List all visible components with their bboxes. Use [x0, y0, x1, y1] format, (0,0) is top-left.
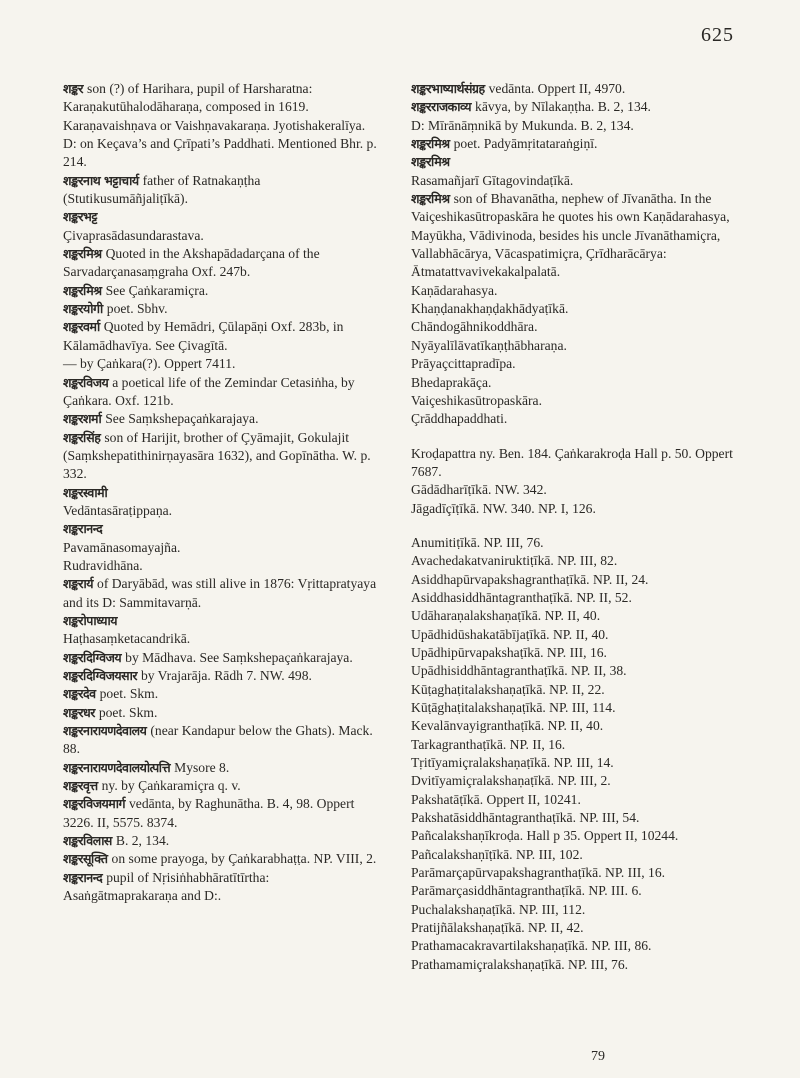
entry-text: Haṭhasaṃketacandrikā.: [63, 631, 191, 647]
entry-text: Pratijñālakshaṇaṭīkā. NP. II, 42.: [411, 920, 584, 936]
entry-headword: शङ्करराजकाव्य: [411, 99, 472, 115]
entry-headword: शङ्करनारायणदेवालय: [63, 723, 147, 739]
dictionary-entry: [411, 736, 751, 754]
dictionary-entry: [411, 98, 751, 116]
entry-text: poet. Padyāmṛitataraṅgiṇī.: [453, 136, 598, 152]
dictionary-entry: [411, 937, 751, 955]
dictionary-entry: [63, 80, 383, 135]
entry-text: Dvitīyamiçralakshaṇaṭīkā. NP. III, 2.: [411, 773, 611, 789]
entry-text: Ātmatattvavivekakalpalatā.: [411, 264, 561, 280]
dictionary-entry: [63, 722, 383, 759]
entry-text: D: Mīrānāṃnikā by Mukunda. B. 2, 134.: [411, 117, 634, 133]
entry-text: Bhedaprakāça.: [411, 374, 492, 390]
entry-text: father of Ratnakaṇṭha (Stutikusumāñjaliṭīkā).: [63, 172, 261, 207]
entry-text: Gādādharīṭīkā. NW. 342.: [411, 482, 547, 498]
dictionary-entry: [63, 227, 383, 245]
entry-text: Çivaprasādasundarastava.: [63, 227, 204, 243]
entry-text: Chāndogāhnikoddhāra.: [411, 319, 538, 335]
dictionary-entry: [411, 956, 751, 974]
entry-headword: शङ्करयोगी: [63, 301, 103, 317]
dictionary-entry: [411, 571, 751, 589]
dictionary-entry: [63, 245, 383, 282]
entry-text: Prathamacakravartilakshaṇaṭīkā. NP. III, 86.: [411, 938, 652, 954]
dictionary-entry: [411, 827, 751, 845]
dictionary-entry: [411, 300, 751, 318]
dictionary-entry: [411, 919, 751, 937]
dictionary-entry: [411, 337, 751, 355]
entry-text: See Çaṅkaramiçra.: [105, 282, 209, 298]
entry-headword: शङ्करमिश्र: [63, 246, 102, 262]
entry-headword: शङ्कर: [63, 81, 84, 96]
dictionary-entry: [63, 649, 383, 667]
entry-headword: शङ्करभट्ट: [63, 209, 97, 225]
dictionary-entry: [63, 410, 383, 428]
dictionary-entry: [411, 117, 751, 135]
entry-text: ny. by Çaṅkaramiçra q. v.: [101, 778, 241, 794]
entry-text: vedānta, by Raghunātha. B. 4, 98. Oppert 3226. II, 5575. 8374.: [63, 796, 355, 830]
entry-text: Asiddhapūrvapakshagranthaṭīkā. NP. II, 24.: [411, 571, 649, 587]
dictionary-entry: [411, 374, 751, 392]
dictionary-entry: [411, 153, 751, 171]
dictionary-entry: [63, 300, 383, 318]
entry-text: Kevalānvayigranthaṭīkā. NP. II, 40.: [411, 718, 604, 734]
entry-text: poet. Sbhv.: [106, 301, 168, 317]
entry-text: on some prayoga, by Çaṅkarabhaṭṭa. NP. VIII, 2.: [111, 851, 377, 867]
dictionary-entry: [63, 484, 383, 502]
entry-text: poet. Skm.: [99, 686, 159, 702]
dictionary-entry: [411, 392, 751, 410]
entry-headword: शङ्करवृत्त: [63, 778, 98, 794]
dictionary-entry: [63, 667, 383, 685]
dictionary-entry: [411, 809, 751, 827]
entry-text: son of Harijit, brother of Çyāmajit, Gokulajit (Saṃkshepatithinirṇayasāra 1632), and Gopīnātha. W. p. 332.: [63, 429, 371, 482]
dictionary-entry: [411, 626, 751, 644]
dictionary-entry: [411, 190, 751, 263]
entry-text: poet. Skm.: [98, 704, 158, 720]
dictionary-entry: [63, 208, 383, 226]
entry-headword: शङ्करभाष्यार्थसंग्रह: [411, 81, 485, 96]
entry-text: Parāmarçapūrvapakshagranthaṭīkā. NP. III, 16.: [411, 865, 666, 881]
dictionary-entry: [411, 355, 751, 373]
dictionary-entry: [63, 502, 383, 520]
entry-headword: शङ्करशर्मा: [63, 411, 102, 427]
dictionary-entry: [411, 80, 751, 98]
dictionary-entry: [63, 777, 383, 795]
entry-text: Vaiçeshikasūtropaskāra.: [411, 392, 542, 408]
entry-headword: शङ्करार्य: [63, 576, 94, 592]
entry-text: by Mādhava. See Saṃkshepaçaṅkarajaya.: [125, 649, 353, 665]
dictionary-entry: [411, 589, 751, 607]
entry-headword: शङ्करस्वामी: [63, 484, 108, 500]
dictionary-entry: [63, 795, 383, 832]
dictionary-entry: [63, 355, 383, 373]
entry-headword: शङ्करोपाध्याय: [63, 612, 118, 628]
entry-headword: शङ्करमिश्र: [63, 282, 102, 298]
dictionary-entry: [411, 410, 751, 428]
entry-text: Tarkagranthaṭīkā. NP. II, 16.: [411, 736, 566, 752]
entry-headword: शङ्करदिग्विजयसार: [63, 668, 137, 683]
dictionary-entry: [411, 263, 751, 281]
dictionary-entry: [411, 135, 751, 153]
entry-headword: शङ्करनाथ भट्टाचार्य: [63, 172, 139, 188]
entry-text: Udāharaṇalakshaṇaṭīkā. NP. II, 40.: [411, 608, 601, 624]
entry-headword: शङ्करानन्द: [63, 869, 103, 885]
dictionary-entry: [63, 630, 383, 648]
entry-text: Pañcalakshaṇīṭīkā. NP. III, 102.: [411, 846, 583, 862]
dictionary-entry: [411, 699, 751, 717]
entry-text: Kūṭaghaṭitalakshaṇaṭīkā. NP. II, 22.: [411, 681, 605, 697]
entry-text: a poetical life of the Zemindar Cetasiṅha, by Çaṅkara. Oxf. 121b.: [63, 374, 355, 408]
dictionary-entry: [63, 575, 383, 612]
entry-text: Pakshatāṭīkā. Oppert II, 10241.: [411, 791, 581, 807]
entry-text: son of Bhavanātha, nephew of Jīvanātha. In the Vaiçeshikasūtropaskāra he quotes his own Kaṇādarahasya, Mayūkha, Vādivinoda, besides his uncle Jīvanāthamiçra, Vallabhācārya, Vācaspatimiçra, Çrīdharācārya:: [411, 191, 730, 262]
dictionary-entry: [411, 644, 751, 662]
dictionary-entry: [411, 901, 751, 919]
entry-headword: शङ्करदेव: [63, 686, 96, 702]
dictionary-entry: [411, 846, 751, 864]
entry-headword: शङ्करधर: [63, 704, 95, 720]
left-column: [63, 80, 383, 905]
entry-text: Prāyaçcittapradīpa.: [411, 356, 516, 372]
entry-text: Prathamamiçralakshaṇaṭīkā. NP. III, 76.: [411, 956, 629, 972]
entry-text: Nyāyalīlāvatīkaṇṭhābharaṇa.: [411, 337, 567, 353]
entry-text: son (?) of Harihara, pupil of Harsharatna: Karaṇakutūhalodāharaṇa, composed in 1619. Karaṇavaishṇava or Vaishṇavakaraṇa. Jyotishakeralīya.: [63, 81, 366, 133]
entry-headword: शङ्करमिश्र: [411, 191, 450, 207]
dictionary-entry: [63, 704, 383, 722]
entry-text: Jāgadīçīṭīkā. NW. 340. NP. I, 126.: [411, 500, 596, 516]
entry-text: Avachedakatvaniruktiṭīkā. NP. III, 82.: [411, 553, 618, 569]
footer-number: 79: [591, 1049, 605, 1064]
entry-text: Çrāddhapaddhati.: [411, 411, 508, 427]
entry-text: kāvya, by Nīlakaṇṭha. B. 2, 134.: [475, 99, 651, 115]
dictionary-entry: [411, 282, 751, 300]
dictionary-entry: [63, 282, 383, 300]
entry-headword: शङ्करविजय: [63, 374, 109, 390]
dictionary-entry: [411, 552, 751, 570]
entry-text: Upādhisiddhāntagranthaṭīkā. NP. II, 38.: [411, 663, 627, 679]
entry-text: by Vrajarāja. Rādh 7. NW. 498.: [140, 668, 312, 683]
entry-text: Vedāntasāraṭippaṇa.: [63, 502, 173, 518]
entry-text: Pañcalakshaṇīkroḍa. Hall p 35. Oppert II, 10244.: [411, 828, 679, 844]
dictionary-entry: [63, 557, 383, 575]
entry-headword: शङ्करसिंह: [63, 429, 101, 445]
dictionary-entry: [411, 864, 751, 882]
dictionary-entry: [411, 534, 751, 552]
dictionary-entry: [411, 172, 751, 190]
entry-headword: शङ्करसूक्ति: [63, 851, 108, 867]
dictionary-entry: [63, 318, 383, 355]
entry-text: Pavamānasomayajña.: [63, 539, 181, 555]
dictionary-entry: [411, 681, 751, 699]
entry-headword: शङ्करदिग्विजय: [63, 649, 122, 665]
entry-text: of Daryābād, was still alive in 1876: Vṛittapratyaya and its D: Sammitavarṇā.: [63, 576, 377, 610]
dictionary-entry: [411, 607, 751, 625]
page-number: 625: [701, 24, 734, 46]
dictionary-entry: [411, 445, 751, 482]
dictionary-entry: [63, 520, 383, 538]
entry-headword: शङ्करविलास: [63, 833, 112, 849]
dictionary-entry: [411, 318, 751, 336]
dictionary-entry: [63, 374, 383, 411]
entry-headword: शङ्करमिश्र: [411, 154, 450, 170]
dictionary-entry: [63, 539, 383, 557]
entry-text: Kaṇādarahasya.: [411, 282, 498, 298]
entry-text: B. 2, 134.: [115, 833, 170, 849]
dictionary-entry: [411, 882, 751, 900]
entry-text: Upādhipūrvapakshaṭīkā. NP. III, 16.: [411, 644, 607, 660]
entry-text: Parāmarçasiddhāntagranthaṭīkā. NP. III. 6.: [411, 883, 642, 899]
entry-text: See Saṃkshepaçaṅkarajaya.: [105, 411, 259, 427]
entry-text: Kroḍapattra ny. Ben. 184. Çaṅkarakroḍa Hall p. 50. Oppert 7687.: [411, 445, 733, 479]
dictionary-entry: [63, 612, 383, 630]
entry-text: vedānta. Oppert II, 4970.: [488, 81, 626, 96]
entry-text: (near Kandapur below the Ghats). Mack. 88.: [63, 723, 373, 757]
entry-text: Khaṇḍanakhaṇḍakhādyaṭīkā.: [411, 301, 569, 317]
entry-text: pupil of Nṛisiṅhabhāratītīrtha: Asaṅgātmaprakaraṇa and D:.: [63, 869, 270, 904]
entry-text: Tṛitīyamiçralakshaṇaṭīkā. NP. III, 14.: [411, 755, 614, 771]
entry-text: Asiddhasiddhāntagranthaṭīkā. NP. II, 52.: [411, 589, 632, 605]
entry-text: Mysore 8.: [174, 759, 230, 775]
dictionary-entry: [63, 832, 383, 850]
entry-text: — by Çaṅkara(?). Oppert 7411.: [63, 356, 236, 372]
dictionary-entry: [411, 791, 751, 809]
dictionary-entry: [411, 662, 751, 680]
entry-text: Rudravidhāna.: [63, 557, 143, 573]
entry-text: Rasamañjarī Gītagovindaṭīkā.: [411, 172, 574, 188]
section-gap: [411, 429, 751, 445]
dictionary-entry: [411, 717, 751, 735]
entry-text: Kūṭāghaṭitalakshaṇaṭīkā. NP. III, 114.: [411, 700, 616, 715]
entry-text: Quoted by Hemādri, Çūlapāṇi Oxf. 283b, in Kālamādhavīya. See Çivagītā.: [63, 319, 344, 353]
entry-text: Puchalakshaṇaṭīkā. NP. III, 112.: [411, 901, 586, 917]
dictionary-entry: [63, 172, 383, 209]
entry-headword: शङ्करविजयमार्ग: [63, 796, 125, 812]
right-column: [411, 80, 751, 974]
entry-text: Quoted in the Akshapādadarçana of the Sarvadarçanasaṃgraha Oxf. 247b.: [63, 246, 320, 280]
dictionary-entry: [411, 481, 751, 499]
section-gap: [411, 518, 751, 534]
dictionary-entry: [63, 135, 383, 172]
entry-text: Anumitiṭīkā. NP. III, 76.: [411, 534, 544, 550]
entry-text: D: on Keçava’s and Çrīpati’s Paddhati. Mentioned Bhr. p. 214.: [63, 136, 377, 170]
dictionary-entry: [63, 685, 383, 703]
entry-text: Upādhidūshakatābījaṭīkā. NP. II, 40.: [411, 626, 609, 642]
entry-headword: शङ्करानन्द: [63, 521, 103, 537]
entry-headword: शङ्करनारायणदेवालयोत्पत्ति: [63, 759, 171, 775]
dictionary-entry: [411, 500, 751, 518]
dictionary-entry: [411, 772, 751, 790]
dictionary-entry: [63, 869, 383, 906]
dictionary-entry: [63, 759, 383, 777]
dictionary-entry: [63, 429, 383, 484]
dictionary-entry: [411, 754, 751, 772]
entry-text: Pakshatāsiddhāntagranthaṭīkā. NP. III, 54.: [411, 810, 640, 826]
dictionary-entry: [63, 850, 383, 868]
entry-headword: शङ्करमिश्र: [411, 136, 450, 152]
entry-headword: शङ्करवर्मा: [63, 319, 100, 335]
